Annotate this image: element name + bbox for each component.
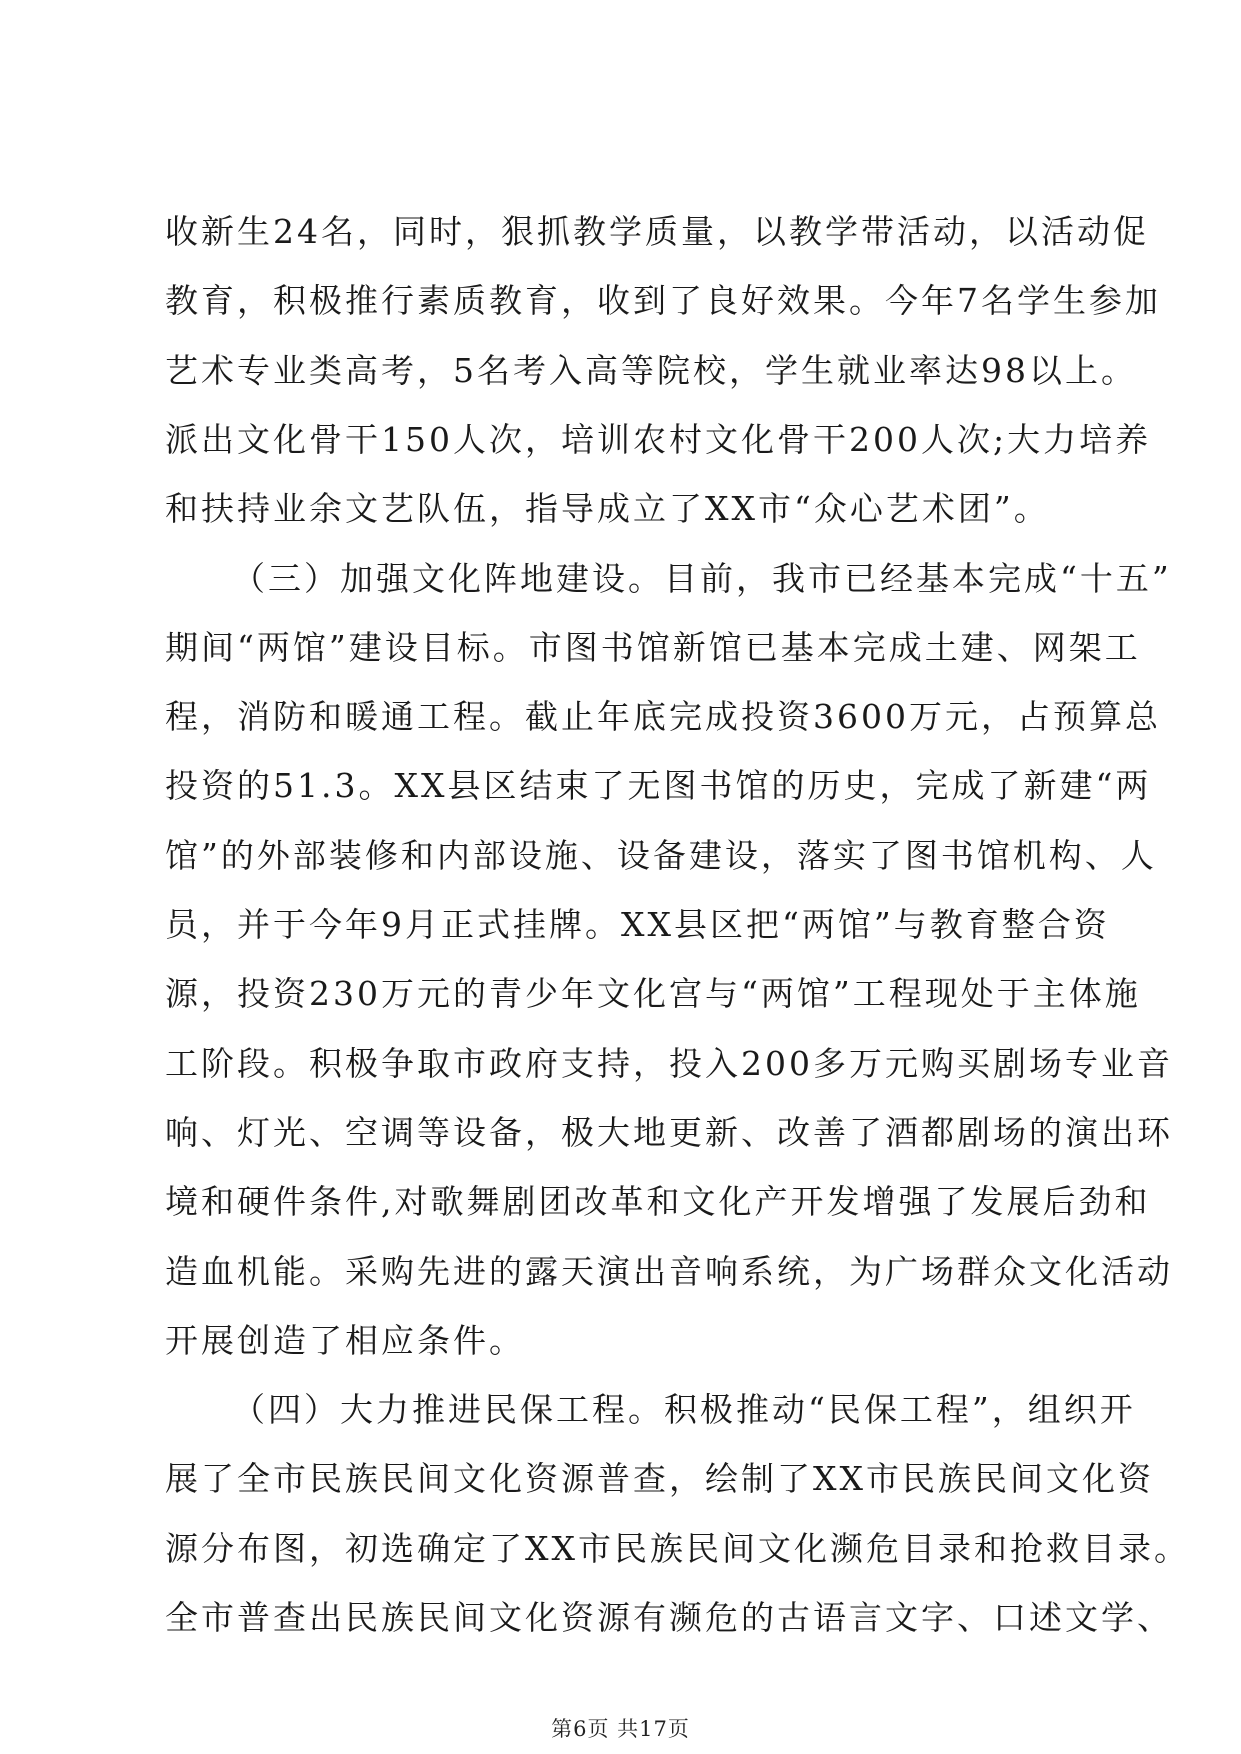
text-line-10: 馆”的外部装修和内部设施、设备建设，落实了图书馆机构、人: [165, 836, 1157, 875]
text-line-19: 展了全市民族民间文化资源普查，绘制了XX市民族民间文化资: [165, 1459, 1154, 1498]
text-line-8: 程，消防和暖通工程。截止年底完成投资3600万元，占预算总: [165, 697, 1161, 736]
text-line-16: 造血机能。采购先进的露天演出音响系统，为广场群众文化活动: [165, 1252, 1173, 1291]
text-line-5: 和扶持业余文艺队伍，指导成立了XX市“众心艺术团”。: [165, 489, 1050, 528]
text-line-15: 境和硬件条件,对歌舞剧团改革和文化产开发增强了发展后劲和: [165, 1182, 1151, 1221]
text-line-14: 响、灯光、空调等设备，极大地更新、改善了酒都剧场的演出环: [165, 1113, 1173, 1152]
text-line-11: 员，并于今年9月正式挂牌。XX县区把“两馆”与教育整合资: [165, 905, 1110, 944]
text-line-9: 投资的51.3。XX县区结束了无图书馆的历史，完成了新建“两: [165, 766, 1152, 805]
text-line-20: 源分布图，初选确定了XX市民族民间文化濒危目录和抢救目录。: [165, 1529, 1190, 1568]
paragraph-4-heading-line: （四）大力推进民保工程。积极推动“民保工程”，组织开: [232, 1390, 1136, 1429]
paragraph-3-heading-line: （三）加强文化阵地建设。目前，我市已经基本完成“十五”: [232, 559, 1172, 598]
text-line-2: 教育，积极推行素质教育，收到了良好效果。今年7名学生参加: [165, 281, 1161, 320]
text-line-17: 开展创造了相应条件。: [165, 1321, 525, 1360]
text-line-1: 收新生24名，同时，狠抓教学质量，以教学带活动，以活动促: [165, 212, 1149, 251]
text-line-4: 派出文化骨干150人次，培训农村文化骨干200人次;大力培养: [165, 420, 1152, 459]
text-line-13: 工阶段。积极争取市政府支持，投入200多万元购买剧场专业音: [165, 1044, 1173, 1083]
text-line-12: 源，投资230万元的青少年文化宫与“两馆”工程现处于主体施: [165, 974, 1141, 1013]
text-line-7: 期间“两馆”建设目标。市图书馆新馆已基本完成土建、网架工: [165, 628, 1141, 667]
text-line-3: 艺术专业类高考，5名考入高等院校，学生就业率达98以上。: [165, 351, 1137, 390]
text-line-21: 全市普查出民族民间文化资源有濒危的古语言文字、口述文学、: [165, 1598, 1173, 1637]
page-number-footer: 第6页 共17页: [551, 1717, 690, 1741]
